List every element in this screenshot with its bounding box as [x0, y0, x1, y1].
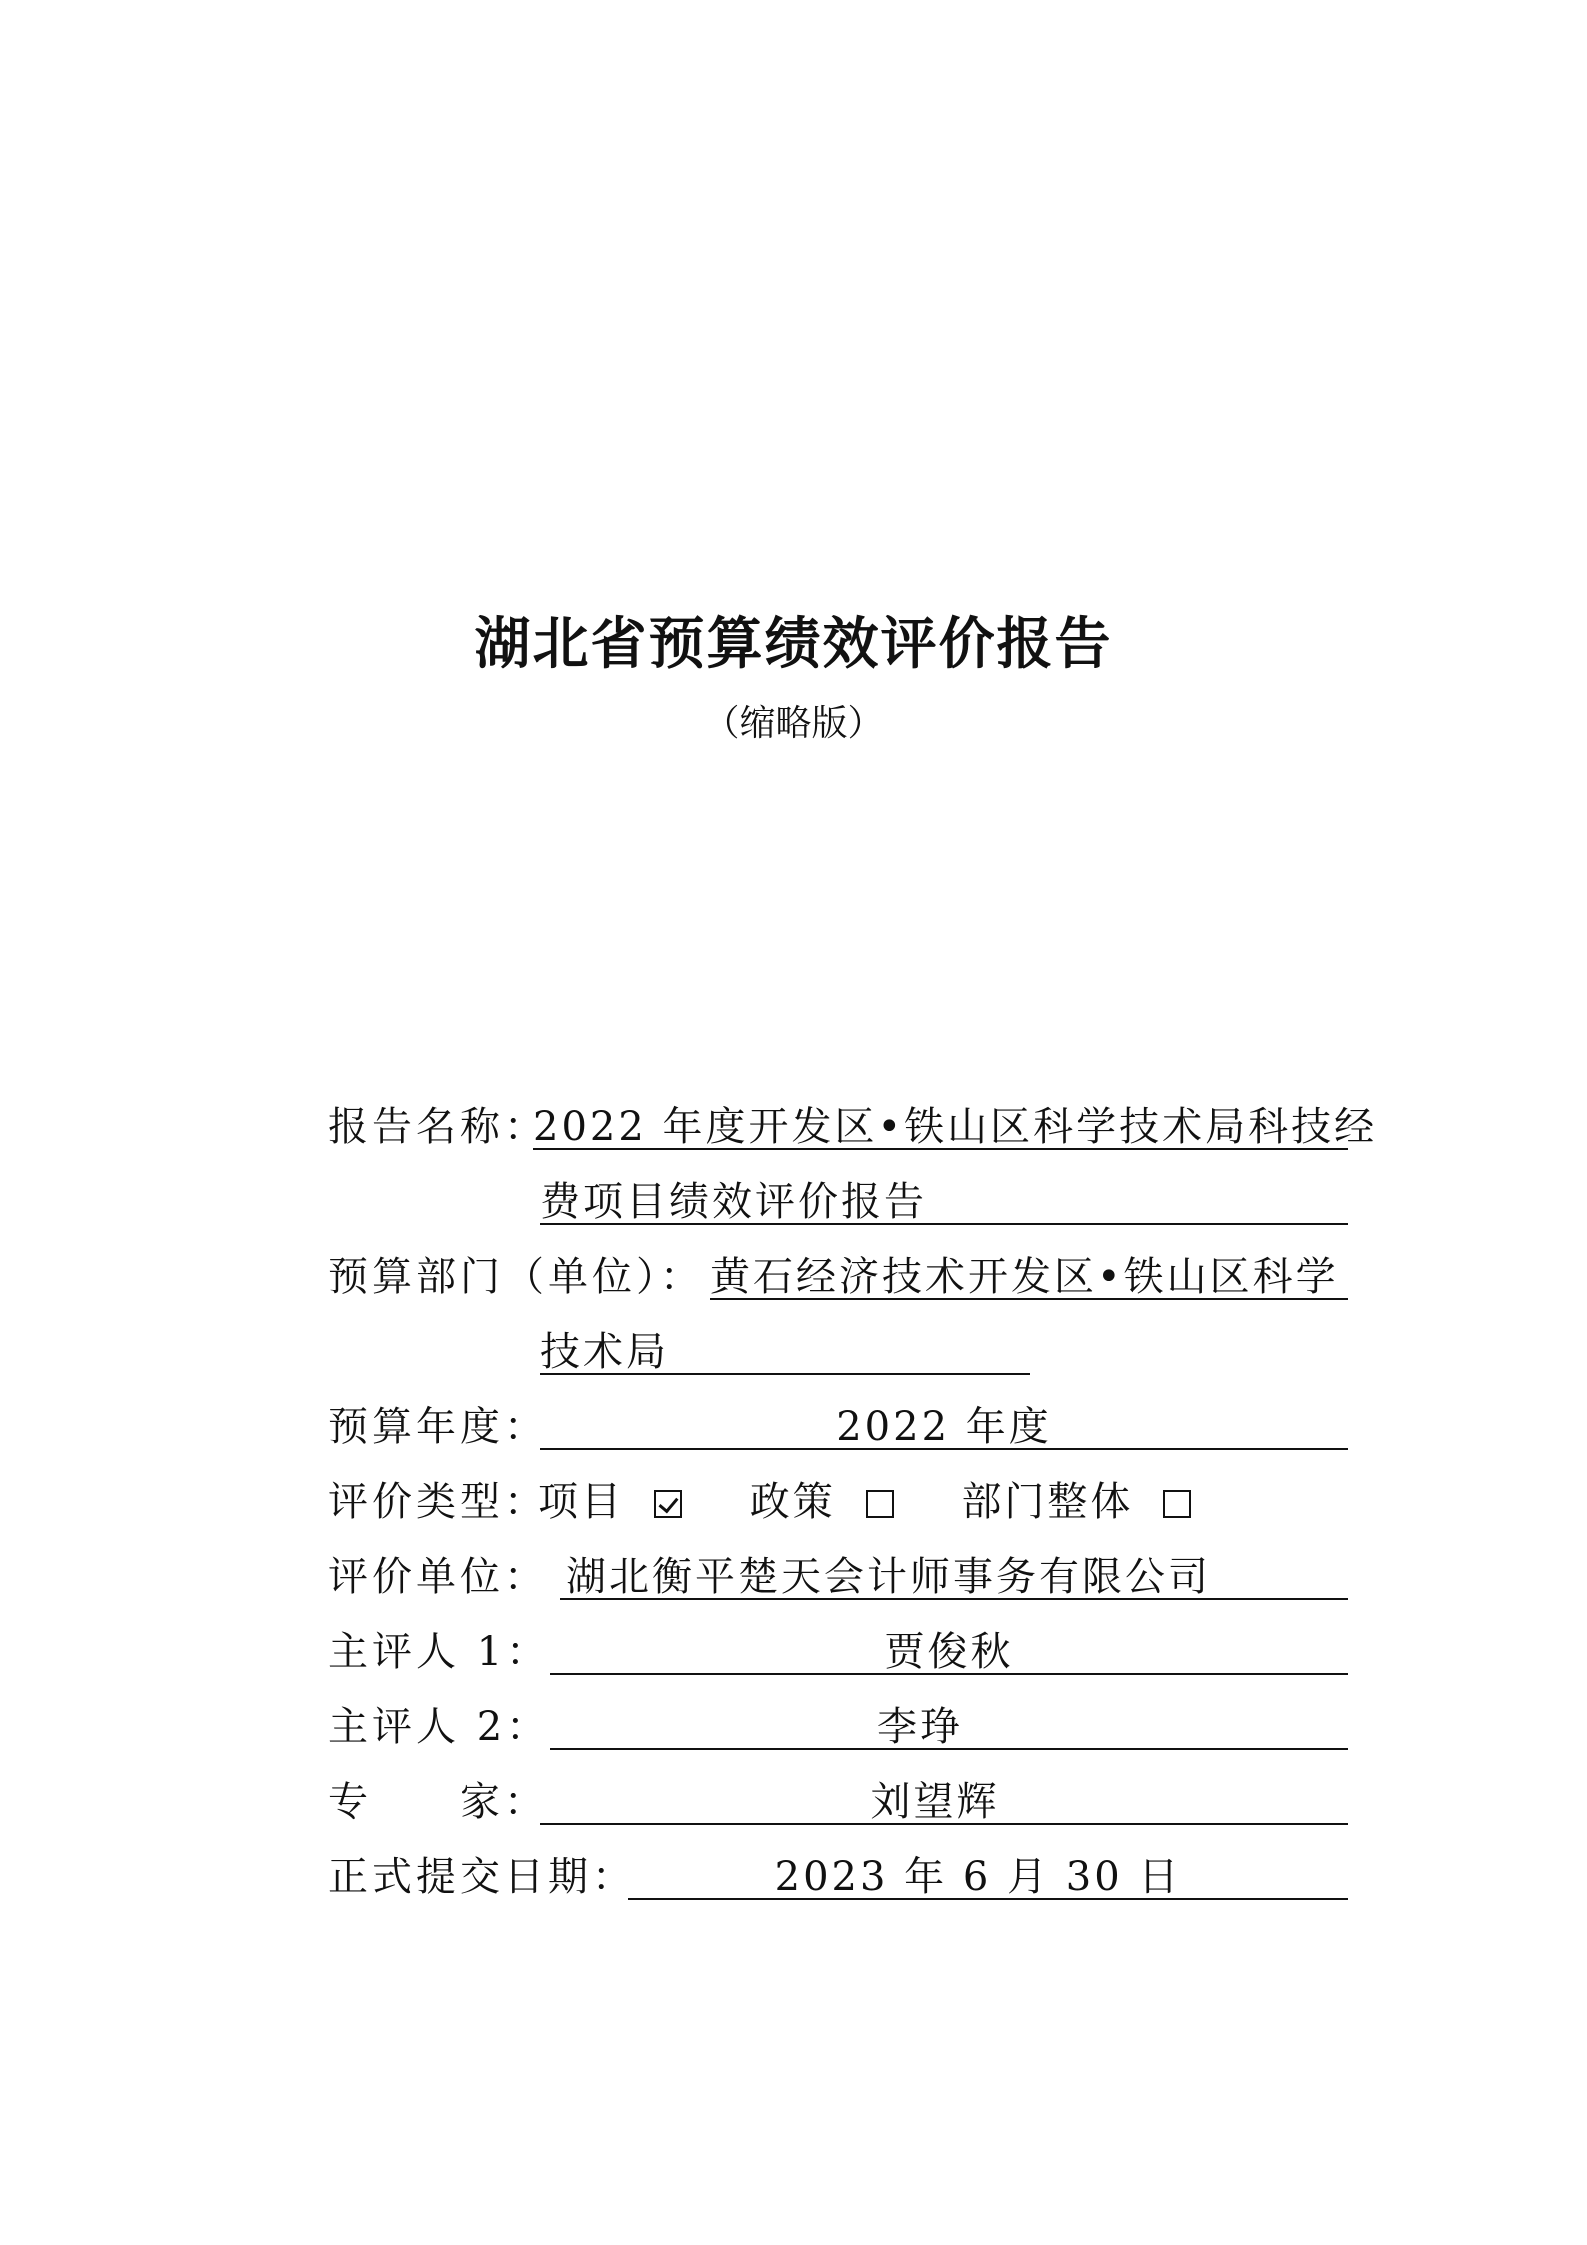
budget-dept-value-line2: 技术局 [540, 1329, 669, 1375]
submit-date-label: 正式提交日期： [328, 1854, 636, 1900]
reviewer1-value: 贾俊秋 [884, 1629, 1014, 1675]
eval-type-row [328, 1465, 1348, 1540]
report-title: 湖北省预算绩效评价报告 [474, 612, 1113, 677]
expert-label: 专 家： [328, 1779, 548, 1825]
expert-underline [540, 1823, 1348, 1825]
eval-unit-label: 评价单位： [328, 1554, 548, 1600]
eval-unit-underline [560, 1598, 1348, 1600]
expert-value: 刘望辉 [870, 1779, 1000, 1825]
reviewer1-label: 主评人 1： [328, 1629, 551, 1675]
report-name-value-line1: 2022 年度开发区•铁山区科学技术局科技经 [533, 1104, 1378, 1150]
report-name-underline-1 [533, 1148, 1348, 1150]
budget-year-row [328, 1390, 1348, 1465]
report-name-label: 报告名称： [328, 1104, 548, 1150]
eval-type-option-policy-label: 政策 [749, 1479, 836, 1525]
eval-type-option-project-label: 项目 [538, 1479, 624, 1525]
eval-type-option-project[interactable] [538, 1479, 708, 1525]
budget-dept-value-line1: 黄石经济技术开发区•铁山区科学 [710, 1254, 1339, 1300]
submit-date-row [328, 1840, 1348, 1915]
unchecked-box-icon[interactable] [866, 1490, 894, 1518]
eval-type-options [538, 1465, 1243, 1540]
expert-row [328, 1765, 1348, 1840]
eval-unit-value: 湖北衡平楚天会计师事务有限公司 [566, 1554, 1211, 1600]
reviewer2-value: 李琤 [877, 1704, 963, 1750]
reviewer1-underline [550, 1673, 1348, 1675]
reviewer1-row [328, 1615, 1348, 1690]
eval-type-option-department-label: 部门整体 [961, 1479, 1134, 1525]
report-name-row-2 [328, 1165, 1348, 1240]
submit-date-underline [628, 1898, 1348, 1900]
unchecked-box-icon[interactable] [1163, 1490, 1191, 1518]
budget-dept-label: 预算部门（单位）： [328, 1254, 704, 1300]
budget-dept-underline-1 [710, 1298, 1348, 1300]
report-name-row [328, 1090, 1378, 1165]
budget-year-label: 预算年度： [328, 1404, 548, 1450]
checked-box-icon[interactable] [654, 1490, 682, 1518]
reviewer2-underline [550, 1748, 1348, 1750]
budget-year-underline [540, 1448, 1348, 1450]
eval-type-option-policy[interactable] [750, 1479, 920, 1525]
budget-dept-underline-2 [540, 1373, 1030, 1375]
eval-unit-row [328, 1540, 1348, 1615]
submit-date-value: 2023 年 6 月 30 日 [774, 1854, 1182, 1900]
reviewer2-row [328, 1690, 1348, 1765]
report-name-underline-2 [540, 1223, 1348, 1225]
report-info-block [328, 1090, 1378, 1915]
report-name-value-line2: 费项目绩效评价报告 [540, 1179, 927, 1225]
budget-dept-row-2 [328, 1315, 1348, 1390]
budget-dept-row [328, 1240, 1348, 1315]
budget-year-value: 2022 年度 [836, 1404, 1052, 1450]
eval-type-label: 评价类型： [328, 1479, 548, 1525]
reviewer2-label: 主评人 2： [328, 1704, 551, 1750]
report-subtitle: （缩略版） [703, 703, 884, 744]
eval-type-option-department[interactable] [961, 1479, 1217, 1525]
